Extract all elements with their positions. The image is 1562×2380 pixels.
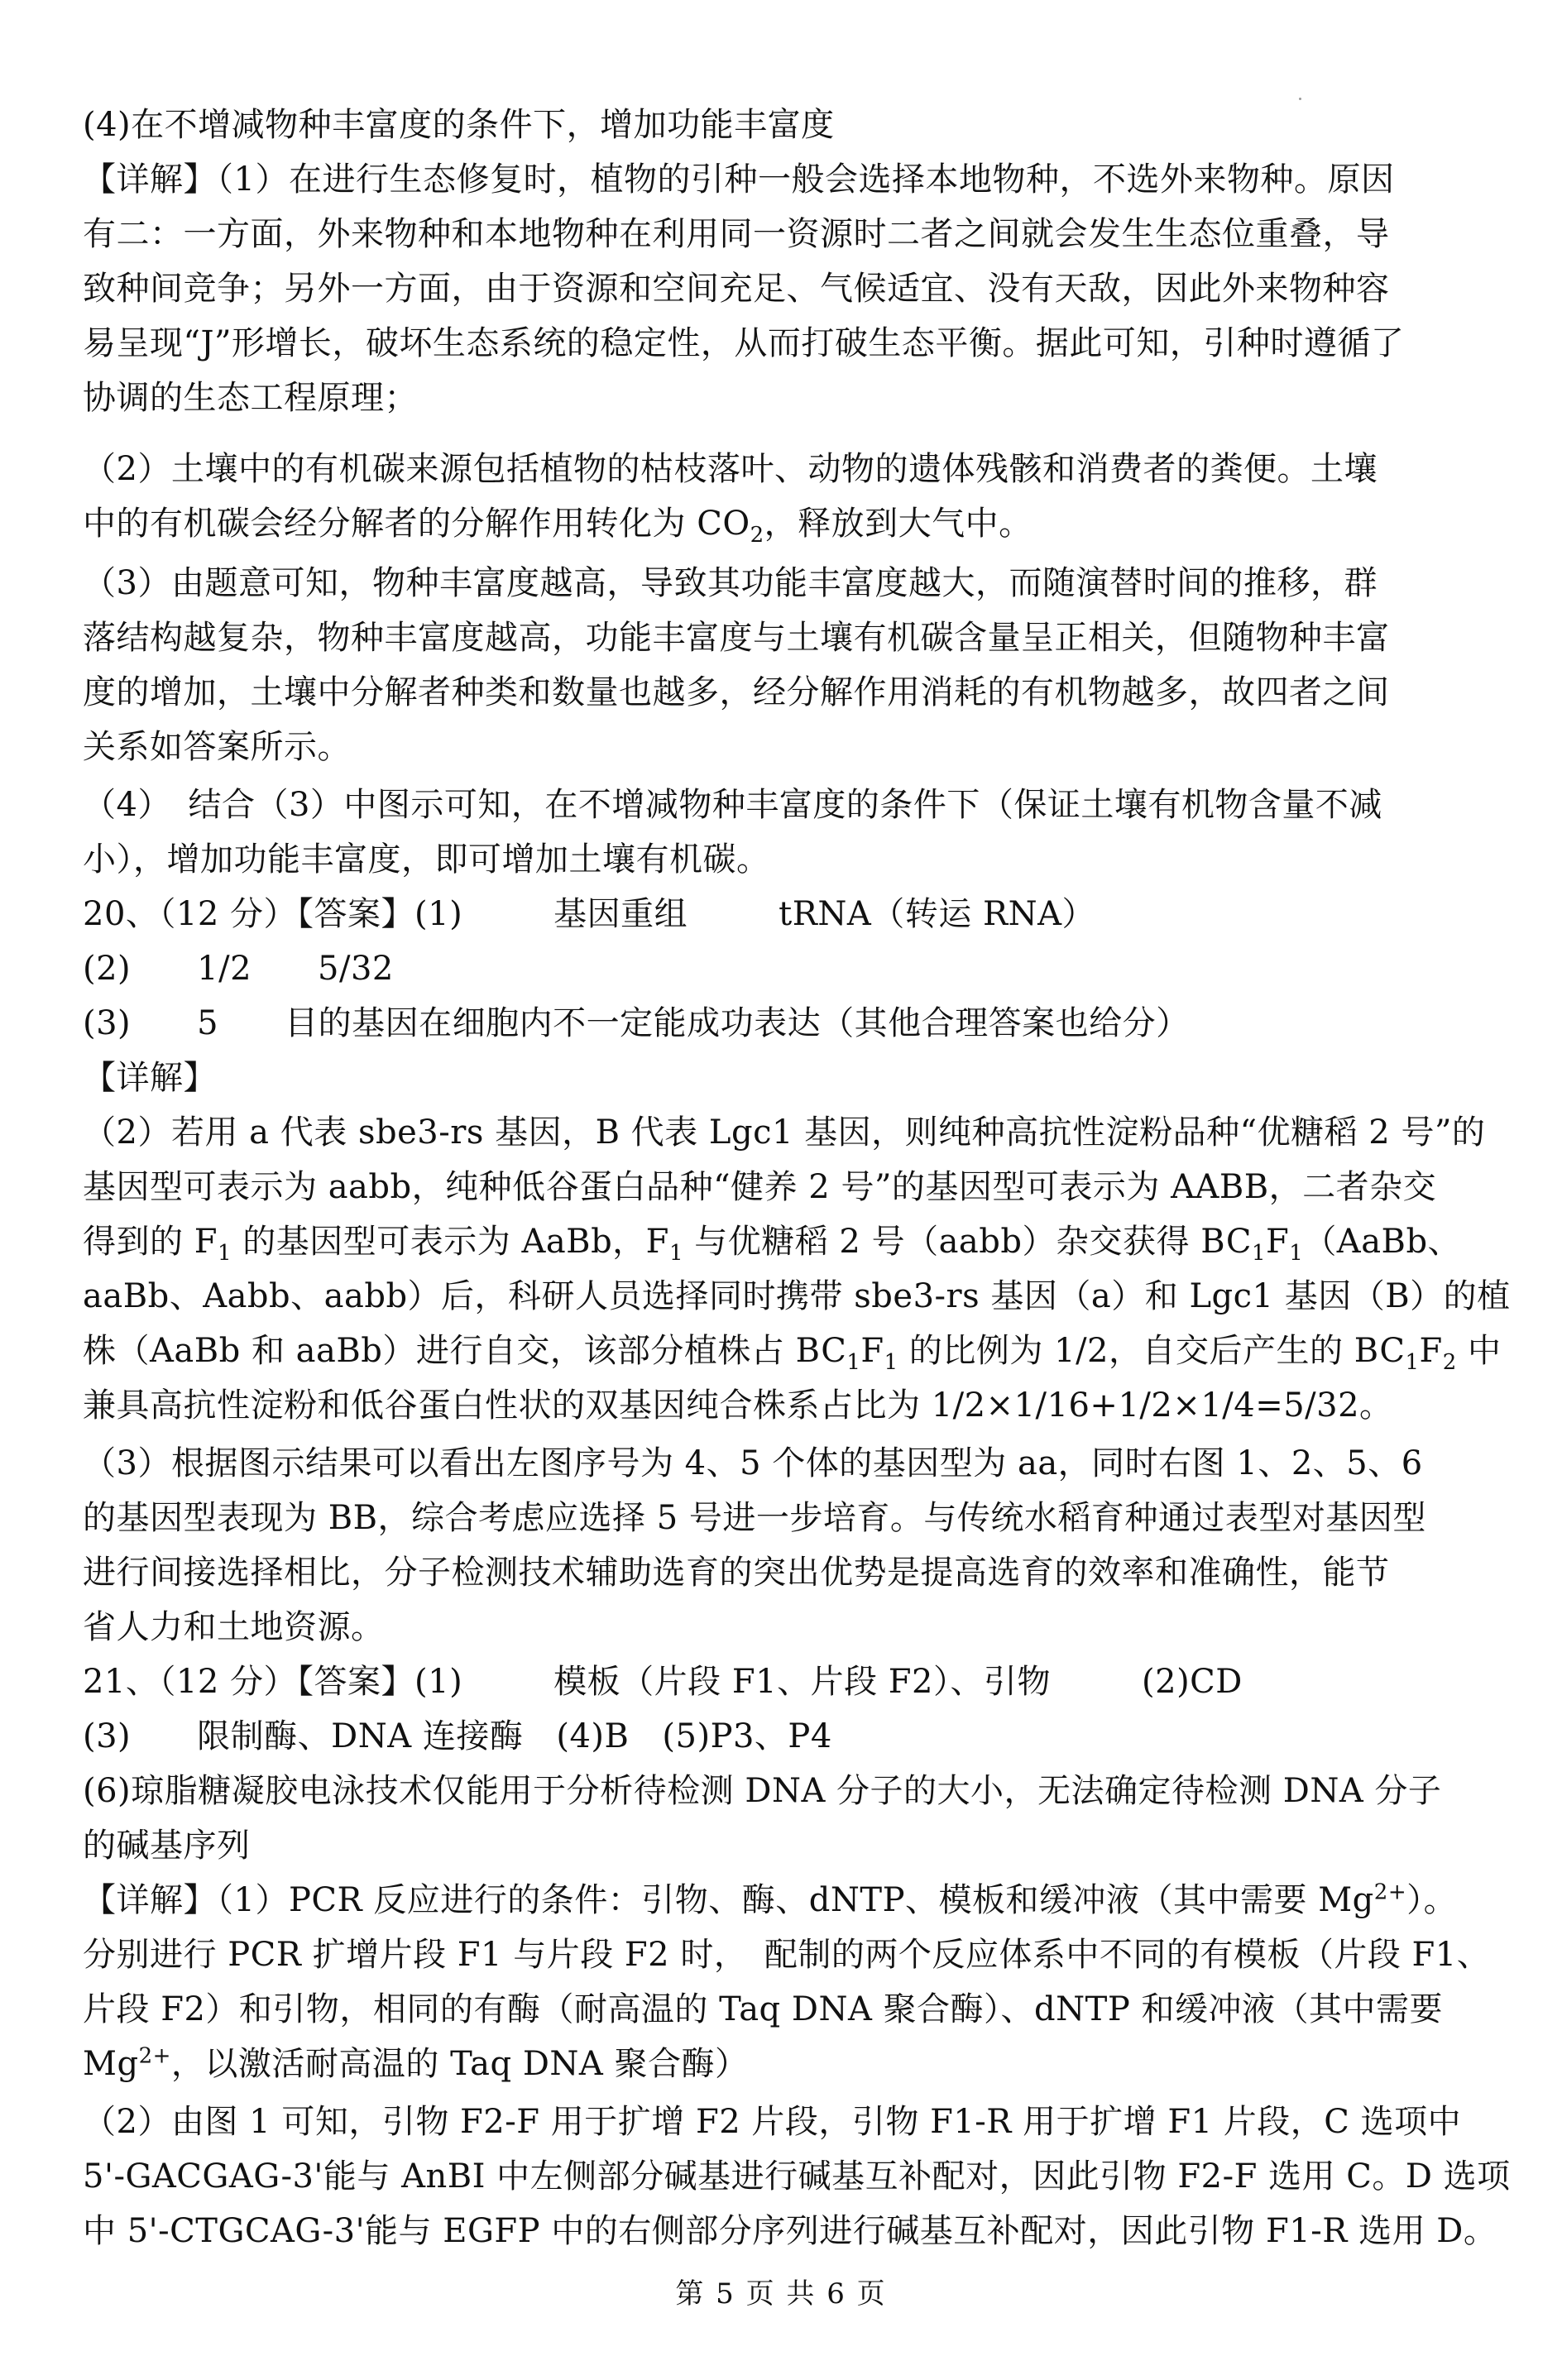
text-line: 有二：一方面，外来物种和本地物种在利用同一资源时二者之间就会发生生态位重叠，导 — [83, 215, 1390, 253]
text-line: 得到的 $F_1$ 的基因型可表示为 AaBb，$F_1$ 与优糖稻 2 号（aabb）杂交获得 $BC_1F_1(AaBb$、 — [83, 1223, 1462, 1266]
answer-line-21-3: (3) 限制酶、DNA 连接酶 (4)B (5)P3、P4 — [83, 1717, 832, 1755]
text-line: 的碱基序列 — [83, 1827, 251, 1865]
answer-line-20-2: (2) 1/2 5/32 — [83, 950, 394, 988]
text-line: 致种间竞争；另外一方面，由于资源和空间充足、气候适宜、没有天敌，因此外来物种容 — [83, 270, 1390, 308]
text-line: 片段 F2）和引物，相同的有酶（耐高温的 Taq DNA 聚合酶）、dNTP 和缓冲液（其中需要 — [83, 1990, 1443, 2028]
text-line: 易呈现“J”形增长，破坏生态系统的稳定性，从而打破生态平衡。据此可知，引种时遵循了 — [83, 324, 1405, 362]
answer-line-21: 21、（12 分）【答案】(1) 模板（片段 F1、片段 F2）、引物 (2)CD — [83, 1663, 1243, 1701]
text-line: (4)在不增减物种丰富度的条件下，增加功能丰富度 — [83, 106, 835, 144]
text-line: 【详解】 — [83, 1059, 217, 1097]
text-line: （2）由图 1 可知，引物 F2-F 用于扩增 F2 片段，引物 F1-R 用于扩增 F1 片段，C 选项中 — [83, 2103, 1462, 2141]
text-line: 分别进行 PCR 扩增片段 F1 与片段 F2 时， 配制的两个反应体系中不同的有模板（片段 F1、 — [83, 1936, 1491, 1974]
text-line: 中的有机碳会经分解者的分解作用转化为 $CO_2$，释放到大气中。 — [83, 505, 1033, 548]
text-line: 关系如答案所示。 — [83, 728, 351, 766]
text-line: 5'-GACGAG-3'能与 AnBI 中左侧部分碱基进行碱基互补配对，因此引物 F2-F 选用 C。D 选项 — [83, 2157, 1511, 2196]
text-line: 省人力和土地资源。 — [83, 1608, 385, 1646]
text-line: 中 5'-CTGCAG-3'能与 EGFP 中的右侧部分序列进行碱基互补配对，因此引物 F1-R 选用 D。 — [83, 2212, 1497, 2250]
answer-line-20-3: (3) 5 目的基因在细胞内不一定能成功表达（其他合理答案也给分） — [83, 1004, 1190, 1042]
text-line: 兼具高抗性淀粉和低谷蛋白性状的双基因纯合株系占比为 1/2×1/16+1/2×1/4=5/32。 — [83, 1386, 1393, 1425]
answer-line-20: 20、（12 分）【答案】(1) 基因重组 tRNA（转运 RNA） — [83, 895, 1095, 933]
text-line: （3）根据图示结果可以看出左图序号为 4、5 个体的基因型为 aa，同时右图 1、2、5、6 — [83, 1444, 1423, 1482]
text-line: 株（AaBb 和 aaBb）进行自交，该部分植株占 $BC_1F_1$ 的比例为 1/2，自交后产生的 $BC_1F_2$ 中 — [83, 1332, 1502, 1375]
text-line: 进行间接选择相比，分子检测技术辅助选育的突出优势是提高选育的效率和准确性，能节 — [83, 1554, 1390, 1592]
text-line: 【详解】（1）PCR 反应进行的条件：引物、酶、dNTP、模板和缓冲液（其中需要 $Mg^{2+}$）。 — [83, 1880, 1458, 1919]
text-line: （4） 结合（3）中图示可知，在不增减物种丰富度的条件下（保证土壤有机物含量不减 — [83, 786, 1382, 824]
page-footer: 第 5 页 共 6 页 — [675, 2277, 887, 2311]
text-line: 【详解】（1）在进行生态修复时，植物的引种一般会选择本地物种，不选外来物种。原因 — [83, 160, 1395, 199]
text-line: 度的增加，土壤中分解者种类和数量也越多，经分解作用消耗的有机物越多，故四者之间 — [83, 673, 1390, 711]
text-line: 的基因型表现为 BB，综合考虑应选择 5 号进一步培育。与传统水稻育种通过表型对基因型 — [83, 1499, 1426, 1537]
text-line: （2）土壤中的有机碳来源包括植物的枯枝落叶、动物的遗体残骸和消费者的粪便。土壤 — [83, 450, 1378, 488]
text-line: （2）若用 a 代表 sbe3-rs 基因，B 代表 Lgc1 基因，则纯种高抗性淀粉品种“优糖稻 2 号”的 — [83, 1113, 1486, 1152]
text-line: 小），增加功能丰富度，即可增加土壤有机碳。 — [83, 840, 770, 879]
text-line: (6)琼脂糖凝胶电泳技术仅能用于分析待检测 DNA 分子的大小，无法确定待检测 DNA 分子 — [83, 1772, 1442, 1810]
text-line: （3）由题意可知，物种丰富度越高，导致其功能丰富度越大，而随演替时间的推移，群 — [83, 564, 1378, 602]
text-line: 协调的生态工程原理； — [83, 379, 418, 417]
text-line: 基因型可表示为 aabb，纯种低谷蛋白品种“健养 2 号”的基因型可表示为 AABB，二者杂交 — [83, 1168, 1437, 1206]
text-line: 落结构越复杂，物种丰富度越高，功能丰富度与土壤有机碳含量呈正相关，但随物种丰富 — [83, 619, 1390, 657]
text-line: aaBb、Aabb、aabb）后，科研人员选择同时携带 sbe3-rs 基因（a）和 Lgc1 基因（B）的植 — [83, 1277, 1511, 1315]
text-line: $Mg^{2+}$，以激活耐高温的 Taq DNA 聚合酶） — [83, 2043, 749, 2083]
